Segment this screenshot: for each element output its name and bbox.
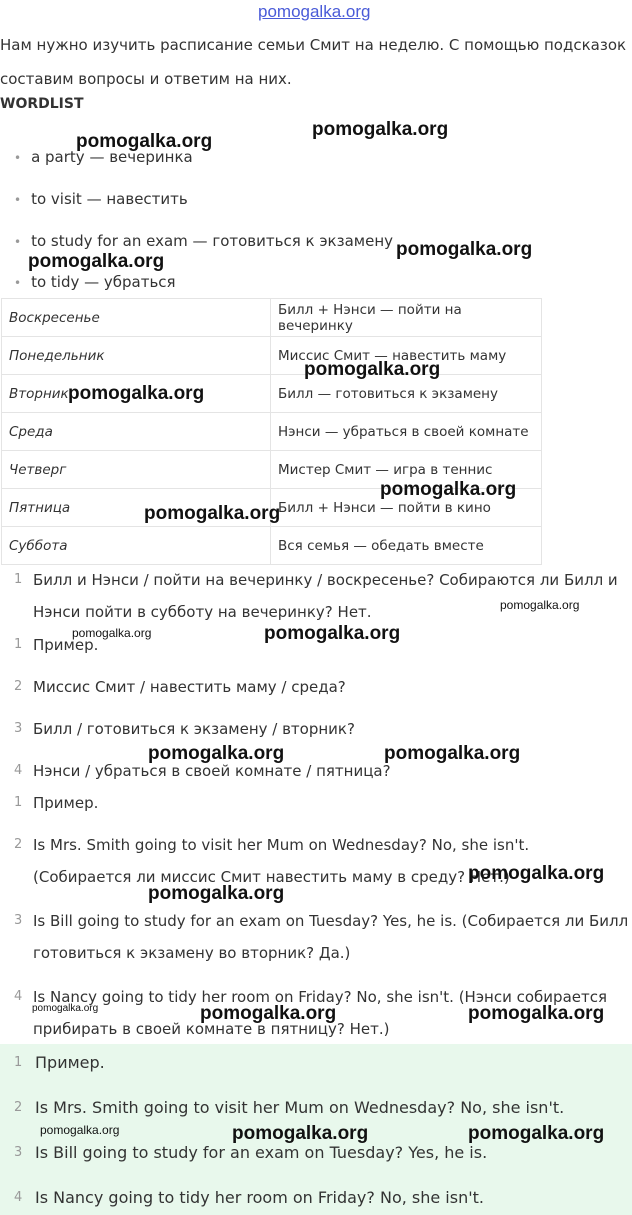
item-number: 3 bbox=[14, 913, 23, 928]
watermark: pomogalka.org bbox=[40, 1123, 120, 1137]
item-number: 4 bbox=[14, 763, 23, 778]
watermark: pomogalka.org bbox=[200, 1003, 337, 1024]
item-number: 1 bbox=[14, 637, 23, 652]
day-cell: Пятница bbox=[2, 489, 271, 527]
watermark: pomogalka.org bbox=[76, 131, 213, 152]
table-row bbox=[2, 337, 542, 375]
intro-text: Нам нужно изучить расписание семьи Смит на неделю. С помощью подсказок составим вопросы и ответим на них. bbox=[0, 36, 627, 88]
item-text: Is Nancy going to tidy her room on Friday? No, she isn't. (Нэнси собирается прибирать в своей комнате в пятницу? Нет.) bbox=[33, 988, 607, 1038]
watermark: pomogalka.org bbox=[468, 863, 605, 884]
day-cell: Четверг bbox=[2, 451, 271, 489]
day-cell: Суббота bbox=[2, 527, 271, 565]
wordlist-item: • to tidy — убраться bbox=[14, 273, 176, 291]
event-cell: Мистер Смит — игра в теннис bbox=[271, 451, 542, 489]
day-cell: Вторник bbox=[2, 375, 271, 413]
item-number: 3 bbox=[14, 721, 23, 736]
event-cell: Билл + Нэнси — пойти в кино bbox=[271, 489, 542, 527]
list-item bbox=[0, 787, 632, 819]
item-number: 1 bbox=[14, 795, 23, 810]
item-text: Нэнси / убраться в своей комнате / пятница? bbox=[33, 762, 391, 780]
wordlist-title: WORDLIST bbox=[0, 96, 84, 112]
list-item bbox=[0, 1182, 632, 1214]
table-row bbox=[2, 527, 542, 565]
item-text: Билл и Нэнси / пойти на вечеринку / воскресенье? Собираются ли Билл и Нэнси пойти в субботу на вечеринку? Нет. bbox=[33, 571, 618, 621]
list-item bbox=[0, 671, 632, 703]
watermark: pomogalka.org bbox=[68, 383, 205, 404]
watermark: pomogalka.org bbox=[304, 359, 441, 380]
event-cell: Вся семья — обедать вместе bbox=[271, 527, 542, 565]
item-text: Пример. bbox=[33, 794, 99, 812]
item-number: 1 bbox=[14, 572, 23, 587]
watermark: pomogalka.org bbox=[384, 743, 521, 764]
watermark: pomogalka.org bbox=[468, 1123, 605, 1144]
day-cell: Понедельник bbox=[2, 337, 271, 375]
event-cell: Миссис Смит — навестить маму bbox=[271, 337, 542, 375]
item-number: 2 bbox=[14, 679, 23, 694]
watermark: pomogalka.org bbox=[148, 743, 285, 764]
item-number: 1 bbox=[14, 1055, 23, 1070]
list-item bbox=[0, 713, 632, 745]
watermark: pomogalka.org bbox=[500, 598, 580, 612]
watermark: pomogalka.org bbox=[148, 883, 285, 904]
list-item bbox=[0, 564, 632, 628]
event-cell: Билл — готовиться к экзамену bbox=[271, 375, 542, 413]
item-text: Пример. bbox=[35, 1053, 105, 1072]
table-row bbox=[2, 299, 542, 337]
item-number: 4 bbox=[14, 1190, 23, 1205]
wordlist-item: • a party — вечеринка bbox=[14, 148, 193, 166]
watermark: pomogalka.org bbox=[380, 479, 517, 500]
item-text: Is Mrs. Smith going to visit her Mum on Wednesday? No, she isn't. bbox=[35, 1098, 565, 1117]
item-text: Is Mrs. Smith going to visit her Mum on Wednesday? No, she isn't. (Собирается ли миссис Смит навестить маму в среду? Нет.) bbox=[33, 836, 530, 886]
watermark: pomogalka.org bbox=[312, 119, 449, 140]
watermark-top: pomogalka.org bbox=[258, 2, 371, 21]
watermark: pomogalka.org bbox=[264, 623, 401, 644]
watermark: pomogalka.org bbox=[396, 239, 533, 260]
item-text: Миссис Смит / навестить маму / среда? bbox=[33, 678, 346, 696]
watermark: pomogalka.org bbox=[28, 251, 165, 272]
item-text: Is Nancy going to tidy her room on Friday? No, she isn't. bbox=[35, 1188, 484, 1207]
wordlist-item: • to visit — навестить bbox=[14, 190, 188, 208]
day-cell: Воскресенье bbox=[2, 299, 271, 337]
item-text: Is Bill going to study for an exam on Tuesday? Yes, he is. (Собирается ли Билл готовиться к экзамену во вторник? Да.) bbox=[33, 912, 629, 962]
item-number: 2 bbox=[14, 837, 23, 852]
watermark: pomogalka.org bbox=[468, 1003, 605, 1024]
item-number: 2 bbox=[14, 1100, 23, 1115]
list-item bbox=[0, 1092, 632, 1124]
item-text: Билл / готовиться к экзамену / вторник? bbox=[33, 720, 355, 738]
wordlist-item: • to study for an exam — готовиться к экзамену bbox=[14, 232, 393, 250]
item-text: Пример. bbox=[33, 636, 99, 654]
item-number: 4 bbox=[14, 989, 23, 1004]
day-cell: Среда bbox=[2, 413, 271, 451]
event-cell: Нэнси — убраться в своей комнате bbox=[271, 413, 542, 451]
table-row bbox=[2, 413, 542, 451]
watermark: pomogalka.org bbox=[144, 503, 281, 524]
list-item bbox=[0, 1047, 632, 1079]
watermark: pomogalka.org bbox=[232, 1123, 369, 1144]
list-item bbox=[0, 755, 632, 787]
watermark: pomogalka.org bbox=[32, 1003, 99, 1014]
watermark: pomogalka.org bbox=[72, 626, 152, 640]
list-item bbox=[0, 905, 632, 969]
event-cell: Билл + Нэнси — пойти на вечеринку bbox=[271, 299, 542, 337]
item-number: 3 bbox=[14, 1145, 23, 1160]
item-text: Is Bill going to study for an exam on Tuesday? Yes, he is. bbox=[35, 1143, 488, 1162]
